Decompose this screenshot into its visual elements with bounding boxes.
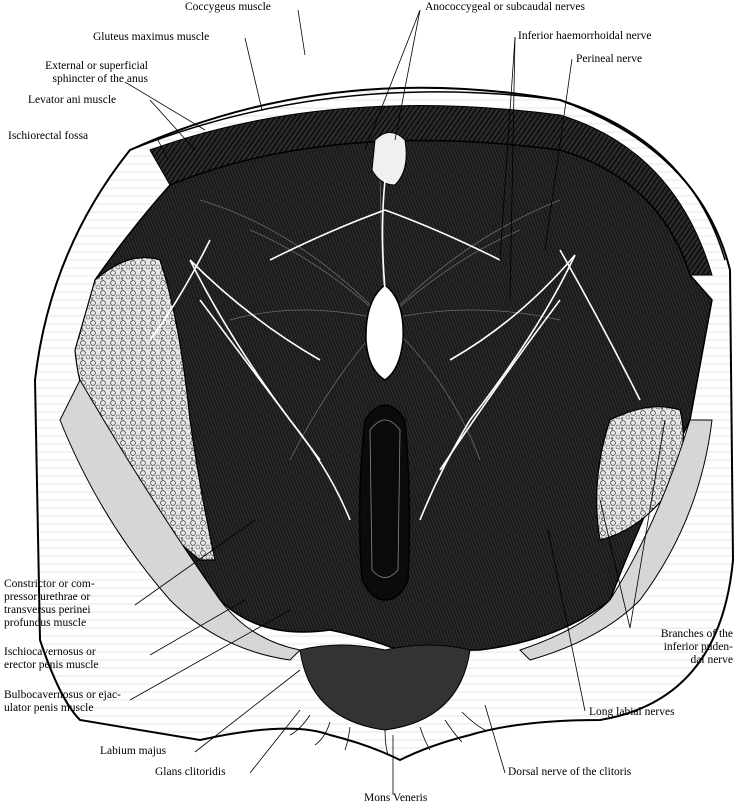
label-constrictor-line3: transversus perinei	[4, 604, 91, 616]
label-labium-majus: Labium majus	[100, 745, 167, 757]
label-anococcygeal-nerves: Anococcygeal or subcaudal nerves	[425, 1, 585, 13]
label-gluteus-maximus: Gluteus maximus muscle	[93, 31, 210, 43]
label-long-labial-nerves: Long labial nerves	[589, 706, 675, 718]
label-glans-clitoridis: Glans clitoridis	[155, 766, 226, 778]
label-external-sphincter	[28, 60, 148, 86]
label-external-sphincter-line1: External or superficial	[45, 60, 148, 72]
label-perineal-nerve: Perineal nerve	[576, 53, 643, 65]
label-constrictor-line1: Constrictor or com-	[4, 578, 95, 590]
label-branches-pudendal	[600, 628, 733, 667]
label-external-sphincter-line2: sphincter of the anus	[52, 73, 148, 85]
label-bulbocavernosus	[4, 689, 121, 715]
label-coccygeus-muscle: Coccygeus muscle	[185, 1, 271, 13]
label-constrictor-line2: pressor urethrae or	[4, 591, 91, 603]
label-bulbocavernosus-line1: Bulbocavernosus or ejac-	[4, 689, 121, 701]
label-branches-line2: inferior puden-	[663, 641, 733, 653]
label-ischiocavernosus-line1: Ischiocavernosus or	[4, 646, 96, 658]
label-inferior-haemorrhoidal: Inferior haemorrhoidal nerve	[518, 30, 652, 42]
label-levator-ani: Levator ani muscle	[28, 94, 117, 106]
vulva	[360, 405, 410, 600]
label-branches-line1: Branches of the	[660, 628, 733, 640]
label-ischiocavernosus	[4, 646, 99, 672]
label-ischiorectal-fossa: Ischiorectal fossa	[8, 130, 89, 142]
label-ischiocavernosus-line2: erector penis muscle	[4, 659, 99, 671]
label-mons-veneris: Mons Veneris	[364, 792, 428, 804]
label-dorsal-nerve: Dorsal nerve of the clitoris	[508, 766, 632, 778]
label-constrictor	[4, 578, 95, 630]
label-constrictor-line4: profundus muscle	[4, 617, 87, 629]
label-bulbocavernosus-line2: ulator penis muscle	[4, 702, 94, 714]
label-branches-line3: dal nerve	[690, 654, 733, 666]
